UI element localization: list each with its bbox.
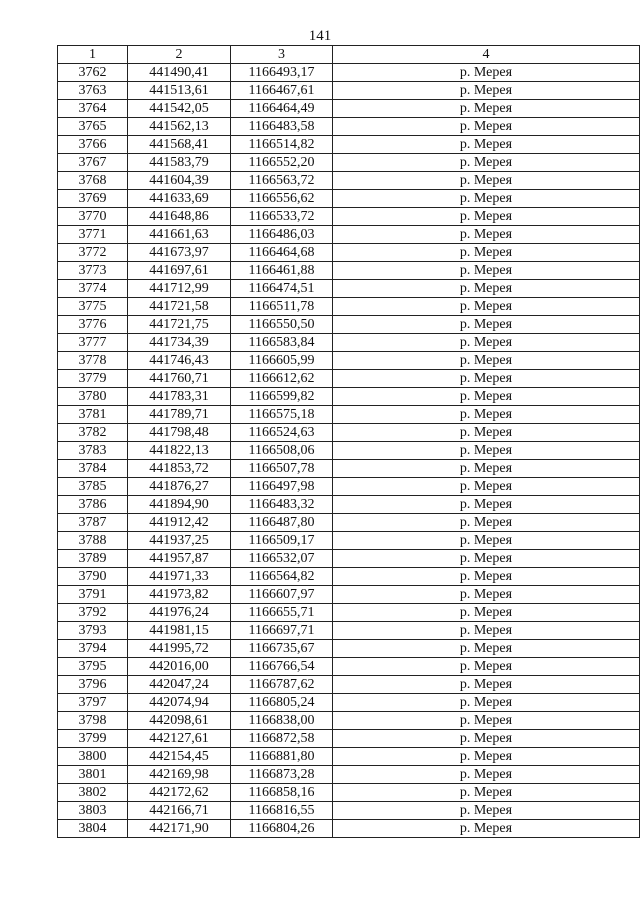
point-number-cell: 3769 xyxy=(58,190,128,208)
y-coordinate-cell: 1166497,98 xyxy=(231,478,333,496)
y-coordinate-cell: 1166508,06 xyxy=(231,442,333,460)
point-number-cell: 3778 xyxy=(58,352,128,370)
y-coordinate-cell: 1166563,72 xyxy=(231,172,333,190)
description-cell: р. Мерея xyxy=(333,136,640,154)
description-cell: р. Мерея xyxy=(333,676,640,694)
description-cell: р. Мерея xyxy=(333,388,640,406)
table-row xyxy=(58,802,640,820)
description-cell: р. Мерея xyxy=(333,118,640,136)
table-row xyxy=(58,424,640,442)
x-coordinate-cell: 441973,82 xyxy=(128,586,231,604)
x-coordinate-cell: 442047,24 xyxy=(128,676,231,694)
description-cell: р. Мерея xyxy=(333,334,640,352)
header-row xyxy=(58,46,640,64)
x-coordinate-cell: 441633,69 xyxy=(128,190,231,208)
point-number-cell: 3779 xyxy=(58,370,128,388)
description-cell: р. Мерея xyxy=(333,604,640,622)
point-number-cell: 3798 xyxy=(58,712,128,730)
point-number-cell: 3788 xyxy=(58,532,128,550)
table-row xyxy=(58,118,640,136)
table-row xyxy=(58,298,640,316)
x-coordinate-cell: 441981,15 xyxy=(128,622,231,640)
table-row xyxy=(58,712,640,730)
y-coordinate-cell: 1166507,78 xyxy=(231,460,333,478)
description-cell: р. Мерея xyxy=(333,280,640,298)
y-coordinate-cell: 1166873,28 xyxy=(231,766,333,784)
point-number-cell: 3787 xyxy=(58,514,128,532)
point-number-cell: 3800 xyxy=(58,748,128,766)
y-coordinate-cell: 1166881,80 xyxy=(231,748,333,766)
x-coordinate-cell: 441542,05 xyxy=(128,100,231,118)
table-row xyxy=(58,694,640,712)
point-number-cell: 3793 xyxy=(58,622,128,640)
y-coordinate-cell: 1166583,84 xyxy=(231,334,333,352)
point-number-cell: 3764 xyxy=(58,100,128,118)
table-row xyxy=(58,784,640,802)
y-coordinate-cell: 1166514,82 xyxy=(231,136,333,154)
description-cell: р. Мерея xyxy=(333,316,640,334)
point-number-cell: 3789 xyxy=(58,550,128,568)
table-row xyxy=(58,388,640,406)
table-body xyxy=(58,64,640,838)
point-number-cell: 3767 xyxy=(58,154,128,172)
point-number-cell: 3794 xyxy=(58,640,128,658)
x-coordinate-cell: 442074,94 xyxy=(128,694,231,712)
y-coordinate-cell: 1166804,26 xyxy=(231,820,333,838)
x-coordinate-cell: 441697,61 xyxy=(128,262,231,280)
x-coordinate-cell: 441746,43 xyxy=(128,352,231,370)
description-cell: р. Мерея xyxy=(333,586,640,604)
y-coordinate-cell: 1166655,71 xyxy=(231,604,333,622)
x-coordinate-cell: 441798,48 xyxy=(128,424,231,442)
point-number-cell: 3763 xyxy=(58,82,128,100)
y-coordinate-cell: 1166487,80 xyxy=(231,514,333,532)
y-coordinate-cell: 1166735,67 xyxy=(231,640,333,658)
description-cell: р. Мерея xyxy=(333,442,640,460)
y-coordinate-cell: 1166697,71 xyxy=(231,622,333,640)
point-number-cell: 3801 xyxy=(58,766,128,784)
header-col-1: 1 xyxy=(58,46,128,64)
point-number-cell: 3771 xyxy=(58,226,128,244)
table-row xyxy=(58,370,640,388)
y-coordinate-cell: 1166524,63 xyxy=(231,424,333,442)
description-cell: р. Мерея xyxy=(333,478,640,496)
point-number-cell: 3773 xyxy=(58,262,128,280)
y-coordinate-cell: 1166575,18 xyxy=(231,406,333,424)
description-cell: р. Мерея xyxy=(333,424,640,442)
description-cell: р. Мерея xyxy=(333,802,640,820)
point-number-cell: 3795 xyxy=(58,658,128,676)
y-coordinate-cell: 1166787,62 xyxy=(231,676,333,694)
x-coordinate-cell: 442172,62 xyxy=(128,784,231,802)
x-coordinate-cell: 441721,75 xyxy=(128,316,231,334)
table-row xyxy=(58,190,640,208)
table-row xyxy=(58,100,640,118)
x-coordinate-cell: 441853,72 xyxy=(128,460,231,478)
description-cell: р. Мерея xyxy=(333,694,640,712)
x-coordinate-cell: 441760,71 xyxy=(128,370,231,388)
point-number-cell: 3775 xyxy=(58,298,128,316)
table-row xyxy=(58,532,640,550)
table-row xyxy=(58,334,640,352)
x-coordinate-cell: 441894,90 xyxy=(128,496,231,514)
table-row xyxy=(58,226,640,244)
description-cell: р. Мерея xyxy=(333,298,640,316)
table-row xyxy=(58,568,640,586)
x-coordinate-cell: 441568,41 xyxy=(128,136,231,154)
y-coordinate-cell: 1166467,61 xyxy=(231,82,333,100)
table-row xyxy=(58,64,640,82)
table-row xyxy=(58,514,640,532)
point-number-cell: 3783 xyxy=(58,442,128,460)
y-coordinate-cell: 1166556,62 xyxy=(231,190,333,208)
coordinates-table xyxy=(57,45,640,838)
point-number-cell: 3780 xyxy=(58,388,128,406)
y-coordinate-cell: 1166464,68 xyxy=(231,244,333,262)
y-coordinate-cell: 1166599,82 xyxy=(231,388,333,406)
description-cell: р. Мерея xyxy=(333,460,640,478)
description-cell: р. Мерея xyxy=(333,496,640,514)
description-cell: р. Мерея xyxy=(333,100,640,118)
y-coordinate-cell: 1166612,62 xyxy=(231,370,333,388)
table-row xyxy=(58,676,640,694)
y-coordinate-cell: 1166486,03 xyxy=(231,226,333,244)
y-coordinate-cell: 1166766,54 xyxy=(231,658,333,676)
x-coordinate-cell: 441912,42 xyxy=(128,514,231,532)
header-col-2: 2 xyxy=(128,46,231,64)
point-number-cell: 3776 xyxy=(58,316,128,334)
y-coordinate-cell: 1166493,17 xyxy=(231,64,333,82)
description-cell: р. Мерея xyxy=(333,262,640,280)
description-cell: р. Мерея xyxy=(333,172,640,190)
x-coordinate-cell: 442016,00 xyxy=(128,658,231,676)
point-number-cell: 3765 xyxy=(58,118,128,136)
description-cell: р. Мерея xyxy=(333,154,640,172)
x-coordinate-cell: 441957,87 xyxy=(128,550,231,568)
description-cell: р. Мерея xyxy=(333,190,640,208)
x-coordinate-cell: 441661,63 xyxy=(128,226,231,244)
table-row xyxy=(58,172,640,190)
description-cell: р. Мерея xyxy=(333,352,640,370)
point-number-cell: 3803 xyxy=(58,802,128,820)
x-coordinate-cell: 441562,13 xyxy=(128,118,231,136)
y-coordinate-cell: 1166483,58 xyxy=(231,118,333,136)
description-cell: р. Мерея xyxy=(333,64,640,82)
table-row xyxy=(58,262,640,280)
point-number-cell: 3797 xyxy=(58,694,128,712)
point-number-cell: 3799 xyxy=(58,730,128,748)
table-row xyxy=(58,244,640,262)
table-row xyxy=(58,136,640,154)
description-cell: р. Мерея xyxy=(333,748,640,766)
point-number-cell: 3804 xyxy=(58,820,128,838)
table-row xyxy=(58,550,640,568)
point-number-cell: 3796 xyxy=(58,676,128,694)
point-number-cell: 3790 xyxy=(58,568,128,586)
y-coordinate-cell: 1166511,78 xyxy=(231,298,333,316)
point-number-cell: 3774 xyxy=(58,280,128,298)
x-coordinate-cell: 441648,86 xyxy=(128,208,231,226)
table-row xyxy=(58,586,640,604)
point-number-cell: 3782 xyxy=(58,424,128,442)
table-row xyxy=(58,658,640,676)
x-coordinate-cell: 441734,39 xyxy=(128,334,231,352)
x-coordinate-cell: 441971,33 xyxy=(128,568,231,586)
table-row xyxy=(58,208,640,226)
x-coordinate-cell: 442127,61 xyxy=(128,730,231,748)
x-coordinate-cell: 442166,71 xyxy=(128,802,231,820)
y-coordinate-cell: 1166858,16 xyxy=(231,784,333,802)
x-coordinate-cell: 441995,72 xyxy=(128,640,231,658)
y-coordinate-cell: 1166509,17 xyxy=(231,532,333,550)
x-coordinate-cell: 441789,71 xyxy=(128,406,231,424)
table-row xyxy=(58,820,640,838)
point-number-cell: 3762 xyxy=(58,64,128,82)
table-row xyxy=(58,496,640,514)
description-cell: р. Мерея xyxy=(333,244,640,262)
point-number-cell: 3777 xyxy=(58,334,128,352)
y-coordinate-cell: 1166532,07 xyxy=(231,550,333,568)
y-coordinate-cell: 1166838,00 xyxy=(231,712,333,730)
x-coordinate-cell: 441604,39 xyxy=(128,172,231,190)
x-coordinate-cell: 441783,31 xyxy=(128,388,231,406)
table-row xyxy=(58,406,640,424)
description-cell: р. Мерея xyxy=(333,658,640,676)
x-coordinate-cell: 441721,58 xyxy=(128,298,231,316)
x-coordinate-cell: 441513,61 xyxy=(128,82,231,100)
description-cell: р. Мерея xyxy=(333,820,640,838)
y-coordinate-cell: 1166550,50 xyxy=(231,316,333,334)
table-row xyxy=(58,604,640,622)
x-coordinate-cell: 441490,41 xyxy=(128,64,231,82)
point-number-cell: 3792 xyxy=(58,604,128,622)
description-cell: р. Мерея xyxy=(333,370,640,388)
y-coordinate-cell: 1166483,32 xyxy=(231,496,333,514)
table-row xyxy=(58,478,640,496)
x-coordinate-cell: 441937,25 xyxy=(128,532,231,550)
header-col-3: 3 xyxy=(231,46,333,64)
x-coordinate-cell: 441822,13 xyxy=(128,442,231,460)
table-row xyxy=(58,154,640,172)
x-coordinate-cell: 441583,79 xyxy=(128,154,231,172)
y-coordinate-cell: 1166816,55 xyxy=(231,802,333,820)
point-number-cell: 3791 xyxy=(58,586,128,604)
table-row xyxy=(58,316,640,334)
x-coordinate-cell: 442154,45 xyxy=(128,748,231,766)
description-cell: р. Мерея xyxy=(333,226,640,244)
table-row xyxy=(58,622,640,640)
table-row xyxy=(58,748,640,766)
description-cell: р. Мерея xyxy=(333,622,640,640)
table-row xyxy=(58,460,640,478)
table-row xyxy=(58,442,640,460)
description-cell: р. Мерея xyxy=(333,550,640,568)
y-coordinate-cell: 1166474,51 xyxy=(231,280,333,298)
y-coordinate-cell: 1166872,58 xyxy=(231,730,333,748)
description-cell: р. Мерея xyxy=(333,82,640,100)
point-number-cell: 3781 xyxy=(58,406,128,424)
point-number-cell: 3772 xyxy=(58,244,128,262)
y-coordinate-cell: 1166605,99 xyxy=(231,352,333,370)
x-coordinate-cell: 442169,98 xyxy=(128,766,231,784)
description-cell: р. Мерея xyxy=(333,784,640,802)
description-cell: р. Мерея xyxy=(333,406,640,424)
y-coordinate-cell: 1166552,20 xyxy=(231,154,333,172)
x-coordinate-cell: 441673,97 xyxy=(128,244,231,262)
description-cell: р. Мерея xyxy=(333,568,640,586)
x-coordinate-cell: 441976,24 xyxy=(128,604,231,622)
description-cell: р. Мерея xyxy=(333,730,640,748)
header-col-4: 4 xyxy=(333,46,640,64)
description-cell: р. Мерея xyxy=(333,712,640,730)
table-row xyxy=(58,640,640,658)
description-cell: р. Мерея xyxy=(333,208,640,226)
table-row xyxy=(58,280,640,298)
point-number-cell: 3802 xyxy=(58,784,128,802)
point-number-cell: 3784 xyxy=(58,460,128,478)
table-header xyxy=(58,46,640,64)
table-row xyxy=(58,730,640,748)
table-row xyxy=(58,766,640,784)
y-coordinate-cell: 1166533,72 xyxy=(231,208,333,226)
x-coordinate-cell: 442098,61 xyxy=(128,712,231,730)
description-cell: р. Мерея xyxy=(333,640,640,658)
y-coordinate-cell: 1166805,24 xyxy=(231,694,333,712)
table-row xyxy=(58,82,640,100)
description-cell: р. Мерея xyxy=(333,514,640,532)
description-cell: р. Мерея xyxy=(333,766,640,784)
point-number-cell: 3768 xyxy=(58,172,128,190)
point-number-cell: 3786 xyxy=(58,496,128,514)
y-coordinate-cell: 1166564,82 xyxy=(231,568,333,586)
x-coordinate-cell: 442171,90 xyxy=(128,820,231,838)
point-number-cell: 3766 xyxy=(58,136,128,154)
point-number-cell: 3785 xyxy=(58,478,128,496)
x-coordinate-cell: 441876,27 xyxy=(128,478,231,496)
description-cell: р. Мерея xyxy=(333,532,640,550)
table-row xyxy=(58,352,640,370)
y-coordinate-cell: 1166464,49 xyxy=(231,100,333,118)
page-number: 141 xyxy=(308,28,332,44)
y-coordinate-cell: 1166461,88 xyxy=(231,262,333,280)
point-number-cell: 3770 xyxy=(58,208,128,226)
y-coordinate-cell: 1166607,97 xyxy=(231,586,333,604)
x-coordinate-cell: 441712,99 xyxy=(128,280,231,298)
